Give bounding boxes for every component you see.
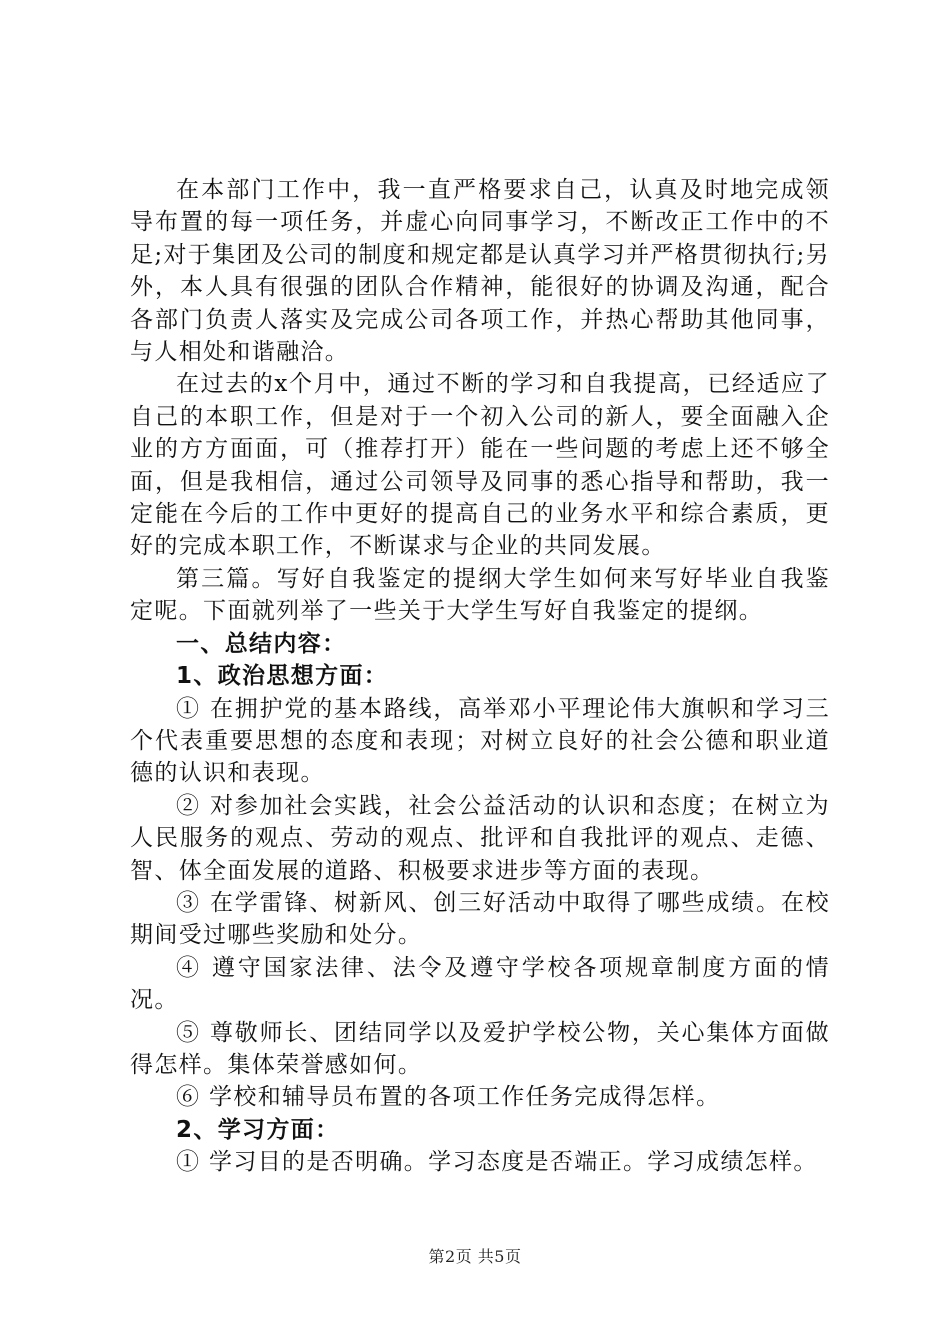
list-item-study-1: ① 学习目的是否明确。学习态度是否端正。学习成绩怎样。: [176, 1149, 818, 1176]
paragraph-work-attitude: 在本部门工作中，我一直严格要求自己，认真及时地完成领导布置的每一项任务，并虚心向同事学习，不断改正工作中的不足;对于集团及公司的制度和规定都是认真学习并严格贯彻执行;另外，本人具有很强的团队合作精神，能很好的协调及沟通，配合各部门负责人落实及完成公司各项工作，并热心帮助其他同事，与人相处和谐融洽。: [130, 177, 830, 366]
heading-political-thought: 1、政治思想方面：: [176, 663, 389, 690]
list-item-political-1: ① 在拥护党的基本路线，高举邓小平理论伟大旗帜和学习三个代表重要思想的态度和表现；对树立良好的社会公德和职业道德的认识和表现。: [130, 695, 830, 787]
list-item-political-5: ⑤ 尊敬师长、团结同学以及爱护学校公物，关心集体方面做得怎样。集体荣誉感如何。: [130, 1019, 830, 1078]
heading-study: 2、学习方面：: [176, 1116, 340, 1143]
paragraph-past-months: 在过去的x个月中，通过不断的学习和自我提高，已经适应了自己的本职工作，但是对于一个初入公司的新人，要全面融入企业的方方面面，可（推荐打开）能在一些问题的考虑上还不够全面，但是我相信，通过公司领导及同事的悉心指导和帮助，我一定能在今后的工作中更好的提高自己的业务水平和综合素质，更好的完成本职工作，不断谋求与企业的共同发展。: [130, 371, 830, 560]
list-item-political-4: ④ 遵守国家法律、法令及遵守学校各项规章制度方面的情况。: [130, 954, 830, 1014]
list-item-political-3: ③ 在学雷锋、树新风、创三好活动中取得了哪些成绩。在校期间受过哪些奖励和处分。: [130, 889, 830, 949]
list-item-political-2: ② 对参加社会实践，社会公益活动的认识和态度；在树立为人民服务的观点、劳动的观点、批评和自我批评的观点、走德、智、体全面发展的道路、积极要求进步等方面的表现。: [130, 792, 830, 884]
page-number-footer: 第2页 共5页: [428, 1247, 522, 1266]
paragraph-third-article: 第三篇。写好自我鉴定的提纲大学生如何来写好毕业自我鉴定呢。下面就列举了一些关于大学生写好自我鉴定的提纲。: [130, 565, 830, 625]
heading-summary-content: 一、总结内容：: [176, 630, 347, 657]
list-item-political-6: ⑥ 学校和辅导员布置的各项工作任务完成得怎样。: [176, 1084, 721, 1111]
document-body: [130, 174, 830, 1179]
